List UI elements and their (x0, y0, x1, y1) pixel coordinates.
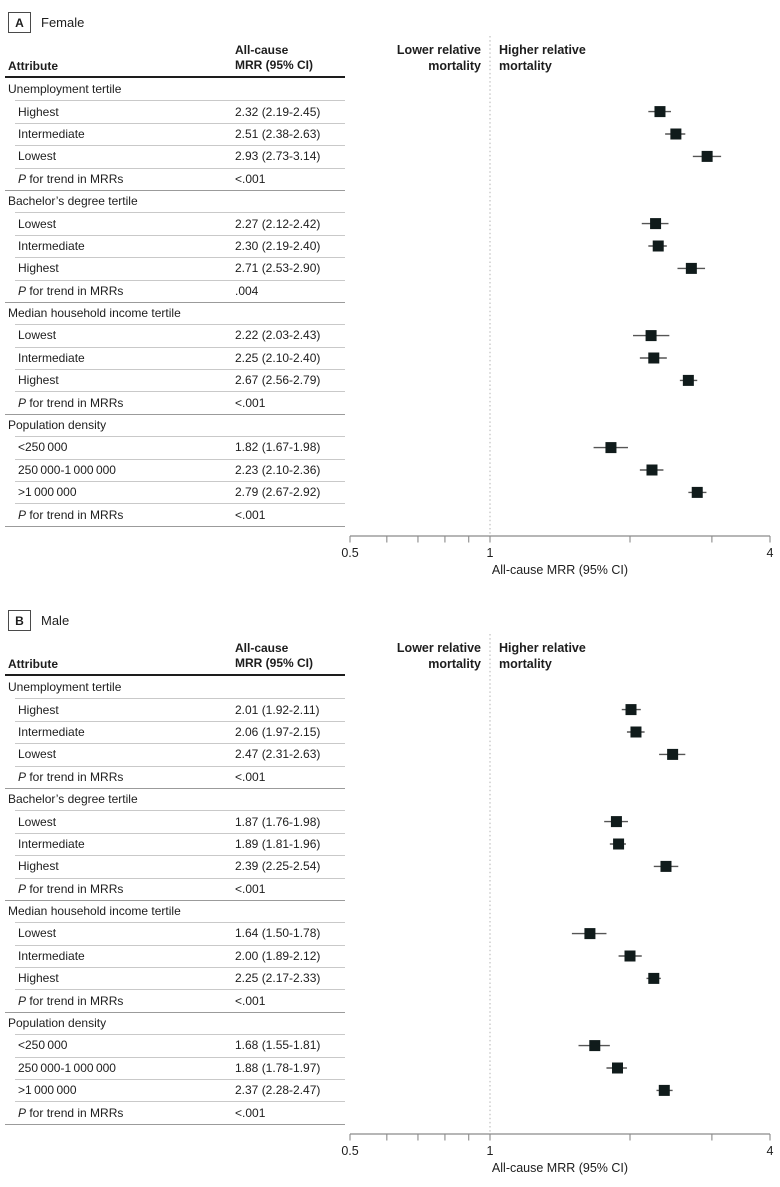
p-trend-label (5, 1106, 235, 1120)
attribute-label: Highest (18, 971, 59, 986)
mrr-value: 2.51 (2.38-2.63) (235, 126, 321, 141)
table-row (5, 1057, 345, 1079)
table-row (5, 721, 345, 743)
attribute-label: 250 000-1 000 000 (18, 1060, 116, 1075)
p-label-rest: for trend in MRRs (26, 507, 124, 522)
table-header (5, 634, 345, 676)
attribute-table (5, 36, 345, 527)
point-estimate-square (625, 951, 636, 962)
table-row (5, 324, 345, 346)
point-estimate-square (683, 375, 694, 386)
point-estimate-square (626, 704, 637, 715)
table-row (5, 436, 345, 458)
group-label: Unemployment tertile (8, 680, 122, 695)
forest-marker (633, 330, 669, 341)
attribute-label: Highest (18, 859, 59, 874)
group-header-row (5, 190, 345, 212)
p-value: <.001 (235, 993, 266, 1008)
x-axis-label: All-cause MRR (95% CI) (491, 1161, 629, 1175)
group-label: Median household income tertile (8, 306, 181, 321)
mrr-value: 2.67 (2.56-2.79) (235, 373, 321, 388)
mrr-value: 2.30 (2.19-2.40) (235, 238, 321, 253)
table-row (5, 212, 345, 234)
forest-marker (640, 353, 667, 364)
attribute-label: <250 000 (18, 440, 68, 455)
p-value-row (5, 280, 345, 302)
table-row (5, 945, 345, 967)
mrr-value: 1.64 (1.50-1.78) (235, 926, 321, 941)
point-estimate-square (630, 727, 641, 738)
p-trend-label (5, 994, 235, 1008)
point-estimate-square (584, 928, 595, 939)
point-estimate-square (667, 749, 678, 760)
value-column-header-line1: All-cause (235, 43, 289, 57)
attribute-label: Lowest (18, 328, 57, 343)
point-estimate-square (653, 241, 664, 252)
p-label-rest: for trend in MRRs (26, 993, 124, 1008)
attribute-label: Intermediate (18, 350, 85, 365)
attribute-label: Intermediate (18, 238, 85, 253)
attribute-column-header: Attribute (8, 59, 58, 73)
forest-marker (677, 263, 705, 274)
point-estimate-square (613, 839, 624, 850)
table-header (5, 36, 345, 78)
point-estimate-square (648, 353, 659, 364)
forest-marker (693, 151, 721, 162)
p-value-row (5, 878, 345, 900)
point-estimate-square (650, 218, 661, 229)
x-tick-label: 1 (486, 1144, 494, 1158)
group-label: Median household income tertile (8, 904, 181, 919)
forest-marker (654, 861, 678, 872)
point-estimate-square (686, 263, 697, 274)
x-tick-label: 1 (486, 546, 494, 560)
p-trend-label (5, 396, 235, 410)
forest-marker (642, 218, 669, 229)
p-value-row (5, 168, 345, 190)
attribute-label: Highest (18, 261, 59, 276)
higher-mortality-label: Higher relative (499, 43, 586, 57)
table-row (5, 100, 345, 122)
attribute-label: Intermediate (18, 724, 85, 739)
attribute-label: Intermediate (18, 126, 85, 141)
table-row (5, 698, 345, 720)
point-estimate-square (654, 106, 665, 117)
group-label: Bachelor’s degree tertile (8, 792, 138, 807)
attribute-column-header: Attribute (8, 657, 58, 671)
p-value: .004 (235, 283, 259, 298)
forest-marker (610, 839, 626, 850)
p-italic: P (18, 881, 27, 896)
mrr-value: 1.87 (1.76-1.98) (235, 814, 321, 829)
p-value: <.001 (235, 507, 266, 522)
p-value-row (5, 989, 345, 1011)
table-row (5, 1079, 345, 1101)
p-value: <.001 (235, 881, 266, 896)
forest-marker (665, 129, 685, 140)
p-trend-label (5, 882, 235, 896)
mrr-value: 2.25 (2.10-2.40) (235, 350, 321, 365)
p-italic: P (18, 993, 27, 1008)
mrr-value: 2.32 (2.19-2.45) (235, 104, 321, 119)
x-tick-label: 0.5 (341, 546, 359, 560)
attribute-label: 250 000-1 000 000 (18, 462, 116, 477)
attribute-label: Highest (18, 373, 59, 388)
point-estimate-square (692, 487, 703, 498)
point-estimate-square (611, 816, 622, 827)
mrr-value: 2.37 (2.28-2.47) (235, 1083, 321, 1098)
mrr-value: 2.71 (2.53-2.90) (235, 261, 321, 276)
forest-marker (606, 1063, 626, 1074)
p-italic: P (18, 171, 27, 186)
lower-mortality-label: Lower relative (396, 641, 481, 655)
panel-letter-box: B (8, 610, 31, 631)
p-label-rest: for trend in MRRs (26, 171, 124, 186)
forest-marker (648, 106, 671, 117)
p-italic: P (18, 507, 27, 522)
attribute-label: >1 000 000 (18, 1083, 77, 1098)
mrr-value: 1.82 (1.67-1.98) (235, 440, 321, 455)
panel-title: Male (41, 613, 70, 628)
attribute-label: Highest (18, 702, 59, 717)
group-header-row (5, 676, 345, 698)
p-value-row (5, 391, 345, 413)
forest-marker (688, 487, 706, 498)
forest-marker (572, 928, 607, 939)
panel-title: Female (41, 15, 85, 30)
attribute-label: >1 000 000 (18, 485, 77, 500)
mrr-value: 2.25 (2.17-2.33) (235, 971, 321, 986)
table-row (5, 743, 345, 765)
x-axis-label: All-cause MRR (95% CI) (491, 563, 629, 577)
point-estimate-square (589, 1040, 600, 1051)
attribute-table (5, 634, 345, 1125)
mrr-value: 2.47 (2.31-2.63) (235, 747, 321, 762)
panel-male (0, 608, 780, 1183)
group-label: Bachelor’s degree tertile (8, 194, 138, 209)
p-value: <.001 (235, 1105, 266, 1120)
p-label-rest: for trend in MRRs (26, 283, 124, 298)
table-row (5, 369, 345, 391)
higher-mortality-label: mortality (499, 657, 552, 671)
table-row (5, 922, 345, 944)
panel-female (0, 10, 780, 585)
forest-plot (341, 10, 780, 585)
table-row (5, 967, 345, 989)
table-rows (5, 78, 345, 527)
forest-marker (680, 375, 697, 386)
p-italic: P (18, 395, 27, 410)
lower-mortality-label: Lower relative (396, 43, 481, 57)
p-value: <.001 (235, 769, 266, 784)
mrr-value: 2.06 (1.97-2.15) (235, 724, 321, 739)
forest-plot (341, 608, 780, 1183)
forest-marker (579, 1040, 610, 1051)
higher-mortality-label: Higher relative (499, 641, 586, 655)
attribute-label: Intermediate (18, 836, 85, 851)
p-value: <.001 (235, 171, 266, 186)
x-tick-label: 0.5 (341, 1144, 359, 1158)
p-trend-label (5, 172, 235, 186)
point-estimate-square (659, 1085, 670, 1096)
mrr-value: 2.00 (1.89-2.12) (235, 948, 321, 963)
point-estimate-square (605, 442, 616, 453)
p-value-row (5, 503, 345, 525)
table-row (5, 855, 345, 877)
panel-letter-box: A (8, 12, 31, 33)
mrr-value: 1.68 (1.55-1.81) (235, 1038, 321, 1053)
point-estimate-square (646, 465, 657, 476)
forest-marker (659, 749, 685, 760)
value-column-header (235, 43, 345, 73)
group-label: Unemployment tertile (8, 82, 122, 97)
forest-marker (622, 704, 641, 715)
mrr-value: 2.01 (1.92-2.11) (235, 702, 320, 717)
x-axis (341, 536, 773, 577)
mrr-value: 2.22 (2.03-2.43) (235, 328, 321, 343)
attribute-label: <250 000 (18, 1038, 68, 1053)
attribute-label: Lowest (18, 926, 57, 941)
p-label-rest: for trend in MRRs (26, 395, 124, 410)
attribute-label: Intermediate (18, 948, 85, 963)
point-estimate-square (612, 1063, 623, 1074)
group-header-row (5, 302, 345, 324)
mrr-value: 1.89 (1.81-1.96) (235, 836, 321, 851)
forest-marker (627, 727, 645, 738)
attribute-label: Lowest (18, 149, 57, 164)
table-row (5, 347, 345, 369)
p-label-rest: for trend in MRRs (26, 769, 124, 784)
table-row (5, 481, 345, 503)
group-header-row (5, 788, 345, 810)
x-axis (341, 1134, 773, 1175)
table-row (5, 1034, 345, 1056)
panel-tag (8, 610, 69, 631)
point-estimate-square (702, 151, 713, 162)
value-column-header (235, 641, 345, 671)
table-row (5, 810, 345, 832)
table-row (5, 145, 345, 167)
table-rows (5, 676, 345, 1125)
p-italic: P (18, 769, 27, 784)
mrr-value: 2.27 (2.12-2.42) (235, 216, 321, 231)
forest-marker (656, 1085, 672, 1096)
table-row (5, 459, 345, 481)
value-column-header-line2: MRR (95% CI) (235, 656, 314, 670)
table-row (5, 833, 345, 855)
x-tick-label: 4 (766, 546, 774, 560)
value-column-header-line2: MRR (95% CI) (235, 58, 314, 72)
p-value: <.001 (235, 395, 266, 410)
attribute-label: Lowest (18, 814, 57, 829)
mrr-value: 2.79 (2.67-2.92) (235, 485, 321, 500)
p-italic: P (18, 283, 27, 298)
group-label: Population density (8, 1016, 107, 1031)
mrr-value: 2.39 (2.25-2.54) (235, 859, 321, 874)
group-header-row (5, 900, 345, 922)
forest-marker (594, 442, 628, 453)
p-trend-label (5, 508, 235, 522)
mrr-value: 1.88 (1.78-1.97) (235, 1060, 321, 1075)
p-italic: P (18, 1105, 27, 1120)
mrr-value: 2.23 (2.10-2.36) (235, 462, 321, 477)
forest-marker (640, 465, 664, 476)
p-value-row (5, 766, 345, 788)
group-header-row (5, 78, 345, 100)
table-row (5, 235, 345, 257)
mrr-value: 2.93 (2.73-3.14) (235, 149, 321, 164)
panel-tag (8, 12, 84, 33)
p-label-rest: for trend in MRRs (26, 881, 124, 896)
higher-mortality-label: mortality (499, 59, 552, 73)
point-estimate-square (648, 973, 659, 984)
p-label-rest: for trend in MRRs (26, 1105, 124, 1120)
point-estimate-square (646, 330, 657, 341)
forest-marker (619, 951, 642, 962)
attribute-label: Lowest (18, 747, 57, 762)
group-header-row (5, 414, 345, 436)
p-trend-label (5, 284, 235, 298)
forest-marker (648, 241, 666, 252)
lower-mortality-label: mortality (428, 657, 481, 671)
forest-marker (646, 973, 660, 984)
attribute-label: Lowest (18, 216, 57, 231)
lower-mortality-label: mortality (428, 59, 481, 73)
table-row (5, 123, 345, 145)
point-estimate-square (670, 129, 681, 140)
p-value-row (5, 1101, 345, 1123)
group-label: Population density (8, 418, 107, 433)
table-row (5, 257, 345, 279)
value-column-header-line1: All-cause (235, 641, 289, 655)
attribute-label: Highest (18, 104, 59, 119)
group-header-row (5, 1012, 345, 1034)
forest-marker (604, 816, 628, 827)
point-estimate-square (660, 861, 671, 872)
p-trend-label (5, 770, 235, 784)
x-tick-label: 4 (766, 1144, 774, 1158)
